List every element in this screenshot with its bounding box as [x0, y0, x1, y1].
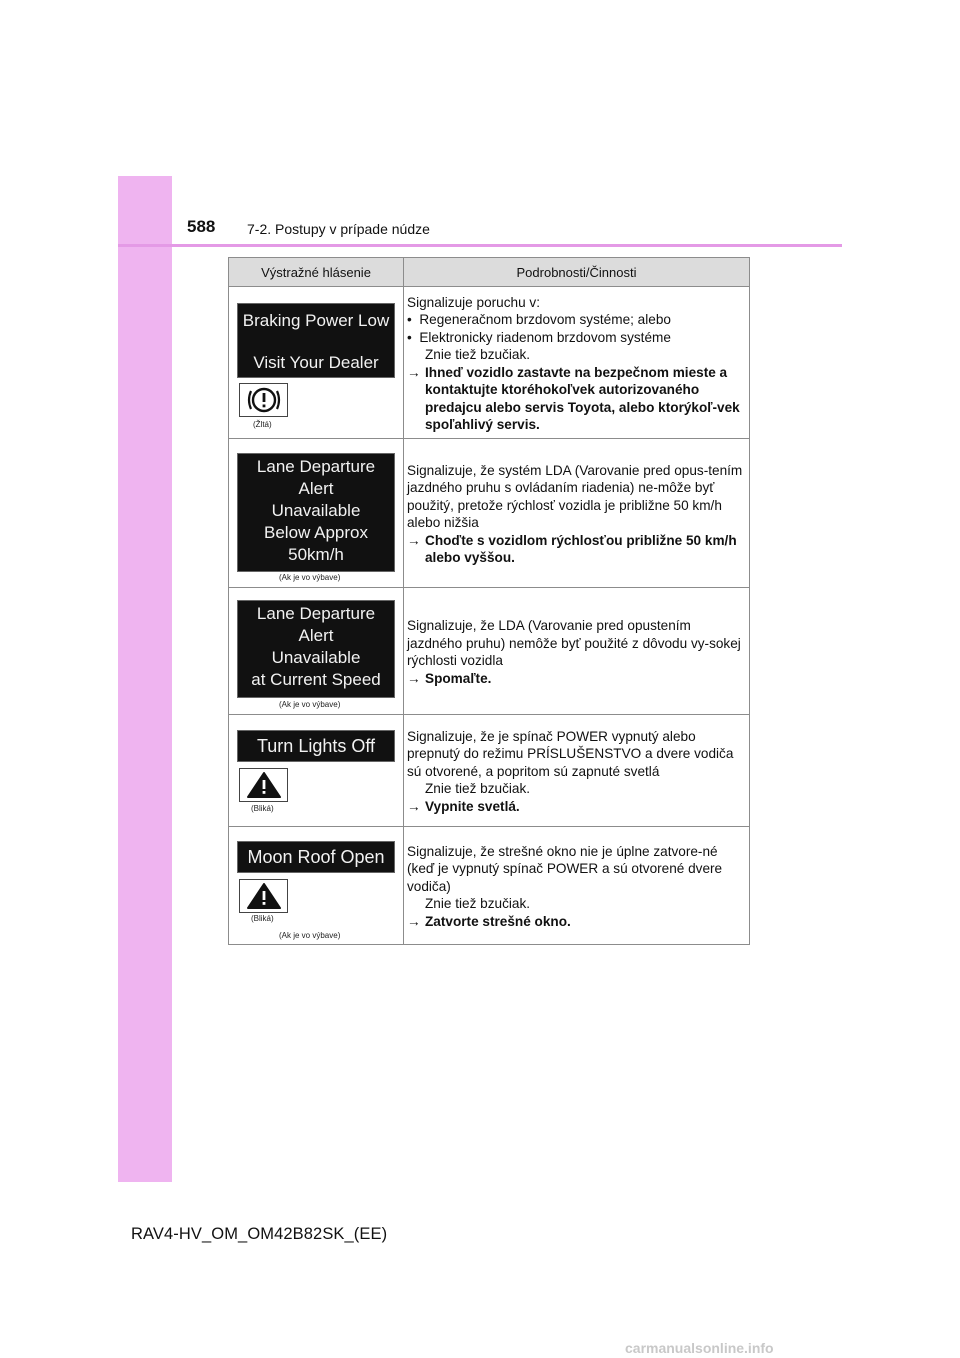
table-header-row — [229, 258, 750, 287]
details-text: Signalizuje, že LDA (Varovanie pred opustením jazdného pruhu) nemôže byť použité z dôvodu vy-sokej rýchlosti vozidla — [407, 618, 741, 668]
display-lane-departure-speed — [237, 600, 395, 698]
equipment-note: (Ak je vo výbave) — [279, 700, 341, 709]
display-braking-power-low — [237, 303, 395, 378]
exclamation-circle-icon — [239, 383, 288, 417]
buzzer-note: Znie tiež bzučiak. — [425, 896, 531, 912]
display-line: Below Approx — [264, 523, 368, 542]
details-cell — [404, 827, 750, 945]
details-text: Signalizuje, že systém LDA (Varovanie pred opus-tením jazdného pruhu s ovládaním riadenia) ne-môže byť použitý, pretože rýchlosť vozidla je približne 50 km/h alebo nižšia — [407, 462, 743, 530]
buzzer-note: Znie tiež bzučiak. — [425, 781, 531, 797]
display-turn-lights-off — [237, 730, 395, 762]
action-label: Zatvorte strešné okno. — [425, 913, 571, 929]
icon-caption: (Bliká) — [251, 804, 274, 813]
table-row — [229, 715, 750, 827]
display-line: at Current Speed — [251, 670, 381, 689]
display-line: Braking Power Low — [242, 311, 390, 330]
col-header-details: Podrobnosti/Činnosti — [404, 258, 750, 287]
document-code: RAV4-HV_OM_OM42B82SK_(EE) — [131, 1225, 388, 1243]
action-label: Vypnite svetlá. — [425, 798, 520, 814]
details-text: Signalizuje poruchu v: — [407, 294, 540, 310]
icon-caption: (Žltá) — [253, 420, 272, 429]
display-line: Turn Lights Off — [256, 736, 376, 756]
section-title: 7-2. Postupy v prípade núdze — [247, 221, 430, 237]
page-number: 588 — [187, 217, 216, 236]
display-line: Visit Your Dealer — [253, 353, 379, 372]
action-text — [407, 670, 747, 688]
display-line: Moon Roof Open — [247, 847, 385, 867]
col-header-message: Výstražné hlásenie — [229, 258, 404, 287]
bullet-text: Regeneračnom brzdovom systéme; alebo — [419, 312, 671, 327]
watermark: carmanualsonline.info — [625, 1340, 774, 1356]
display-line: Lane Departure — [256, 604, 376, 623]
display-line: Unavailable — [271, 501, 361, 520]
table-row — [229, 287, 750, 439]
bullet-mark: • — [407, 329, 412, 345]
side-band — [118, 176, 172, 1182]
details-cell — [404, 287, 750, 439]
message-cell — [229, 439, 404, 588]
header-rule — [118, 244, 842, 247]
display-line: Alert — [298, 626, 334, 645]
warning-triangle-icon — [239, 768, 288, 802]
icon-caption: (Bliká) — [251, 914, 274, 923]
bullet-item — [407, 329, 747, 347]
details-text: Signalizuje, že je spínač POWER vypnutý alebo prepnutý do režimu PRÍSLUŠENSTVO a dvere vodiča sú otvorené, a popritom sú zapnuté svetlá — [407, 728, 734, 779]
arrow-icon: → — [407, 532, 421, 548]
display-moon-roof-open — [237, 841, 395, 873]
arrow-icon: → — [407, 364, 421, 380]
action-text — [407, 364, 747, 434]
table-row — [229, 827, 750, 945]
bullet-text: Elektronicky riadenom brzdovom systéme — [419, 329, 671, 345]
details-cell — [404, 715, 750, 827]
table-row — [229, 588, 750, 715]
message-cell — [229, 827, 404, 945]
action-label: Spomaľte. — [425, 670, 492, 686]
action-label: Choďte s vozidlom rýchlosťou približne 50 km/h alebo vyššou. — [425, 532, 737, 565]
message-cell — [229, 715, 404, 827]
action-text — [407, 913, 747, 931]
details-cell — [404, 439, 750, 588]
table-row — [229, 439, 750, 588]
display-line: 50km/h — [288, 545, 344, 564]
bullet-mark: • — [407, 312, 412, 327]
display-line: Lane Departure — [256, 457, 376, 476]
warning-triangle-icon — [239, 879, 288, 913]
display-lane-departure-below — [237, 453, 395, 572]
action-text — [407, 532, 747, 567]
bullet-item — [407, 311, 747, 329]
arrow-icon: → — [407, 670, 421, 686]
action-text — [407, 798, 747, 816]
equipment-note: (Ak je vo výbave) — [279, 931, 341, 940]
arrow-icon: → — [407, 913, 421, 929]
arrow-icon: → — [407, 798, 421, 814]
display-line: Alert — [298, 479, 334, 498]
message-cell — [229, 287, 404, 439]
message-cell — [229, 588, 404, 715]
action-label: Ihneď vozidlo zastavte na bezpečnom mieste a kontaktujte ktoréhokoľvek autorizovaného predajcu alebo servis Toyota, alebo ktorýkoľ-vek spoľahlivý servis. — [425, 364, 740, 432]
buzzer-note: Znie tiež bzučiak. — [425, 347, 531, 362]
display-line: Unavailable — [271, 648, 361, 667]
details-cell — [404, 588, 750, 715]
equipment-note: (Ak je vo výbave) — [279, 573, 341, 582]
details-text: Signalizuje, že strešné okno nie je úplne zatvore-né (keď je vypnutý spínač POWER a sú otvorené dvere vodiča) — [407, 843, 723, 894]
warning-messages-table — [228, 257, 750, 945]
